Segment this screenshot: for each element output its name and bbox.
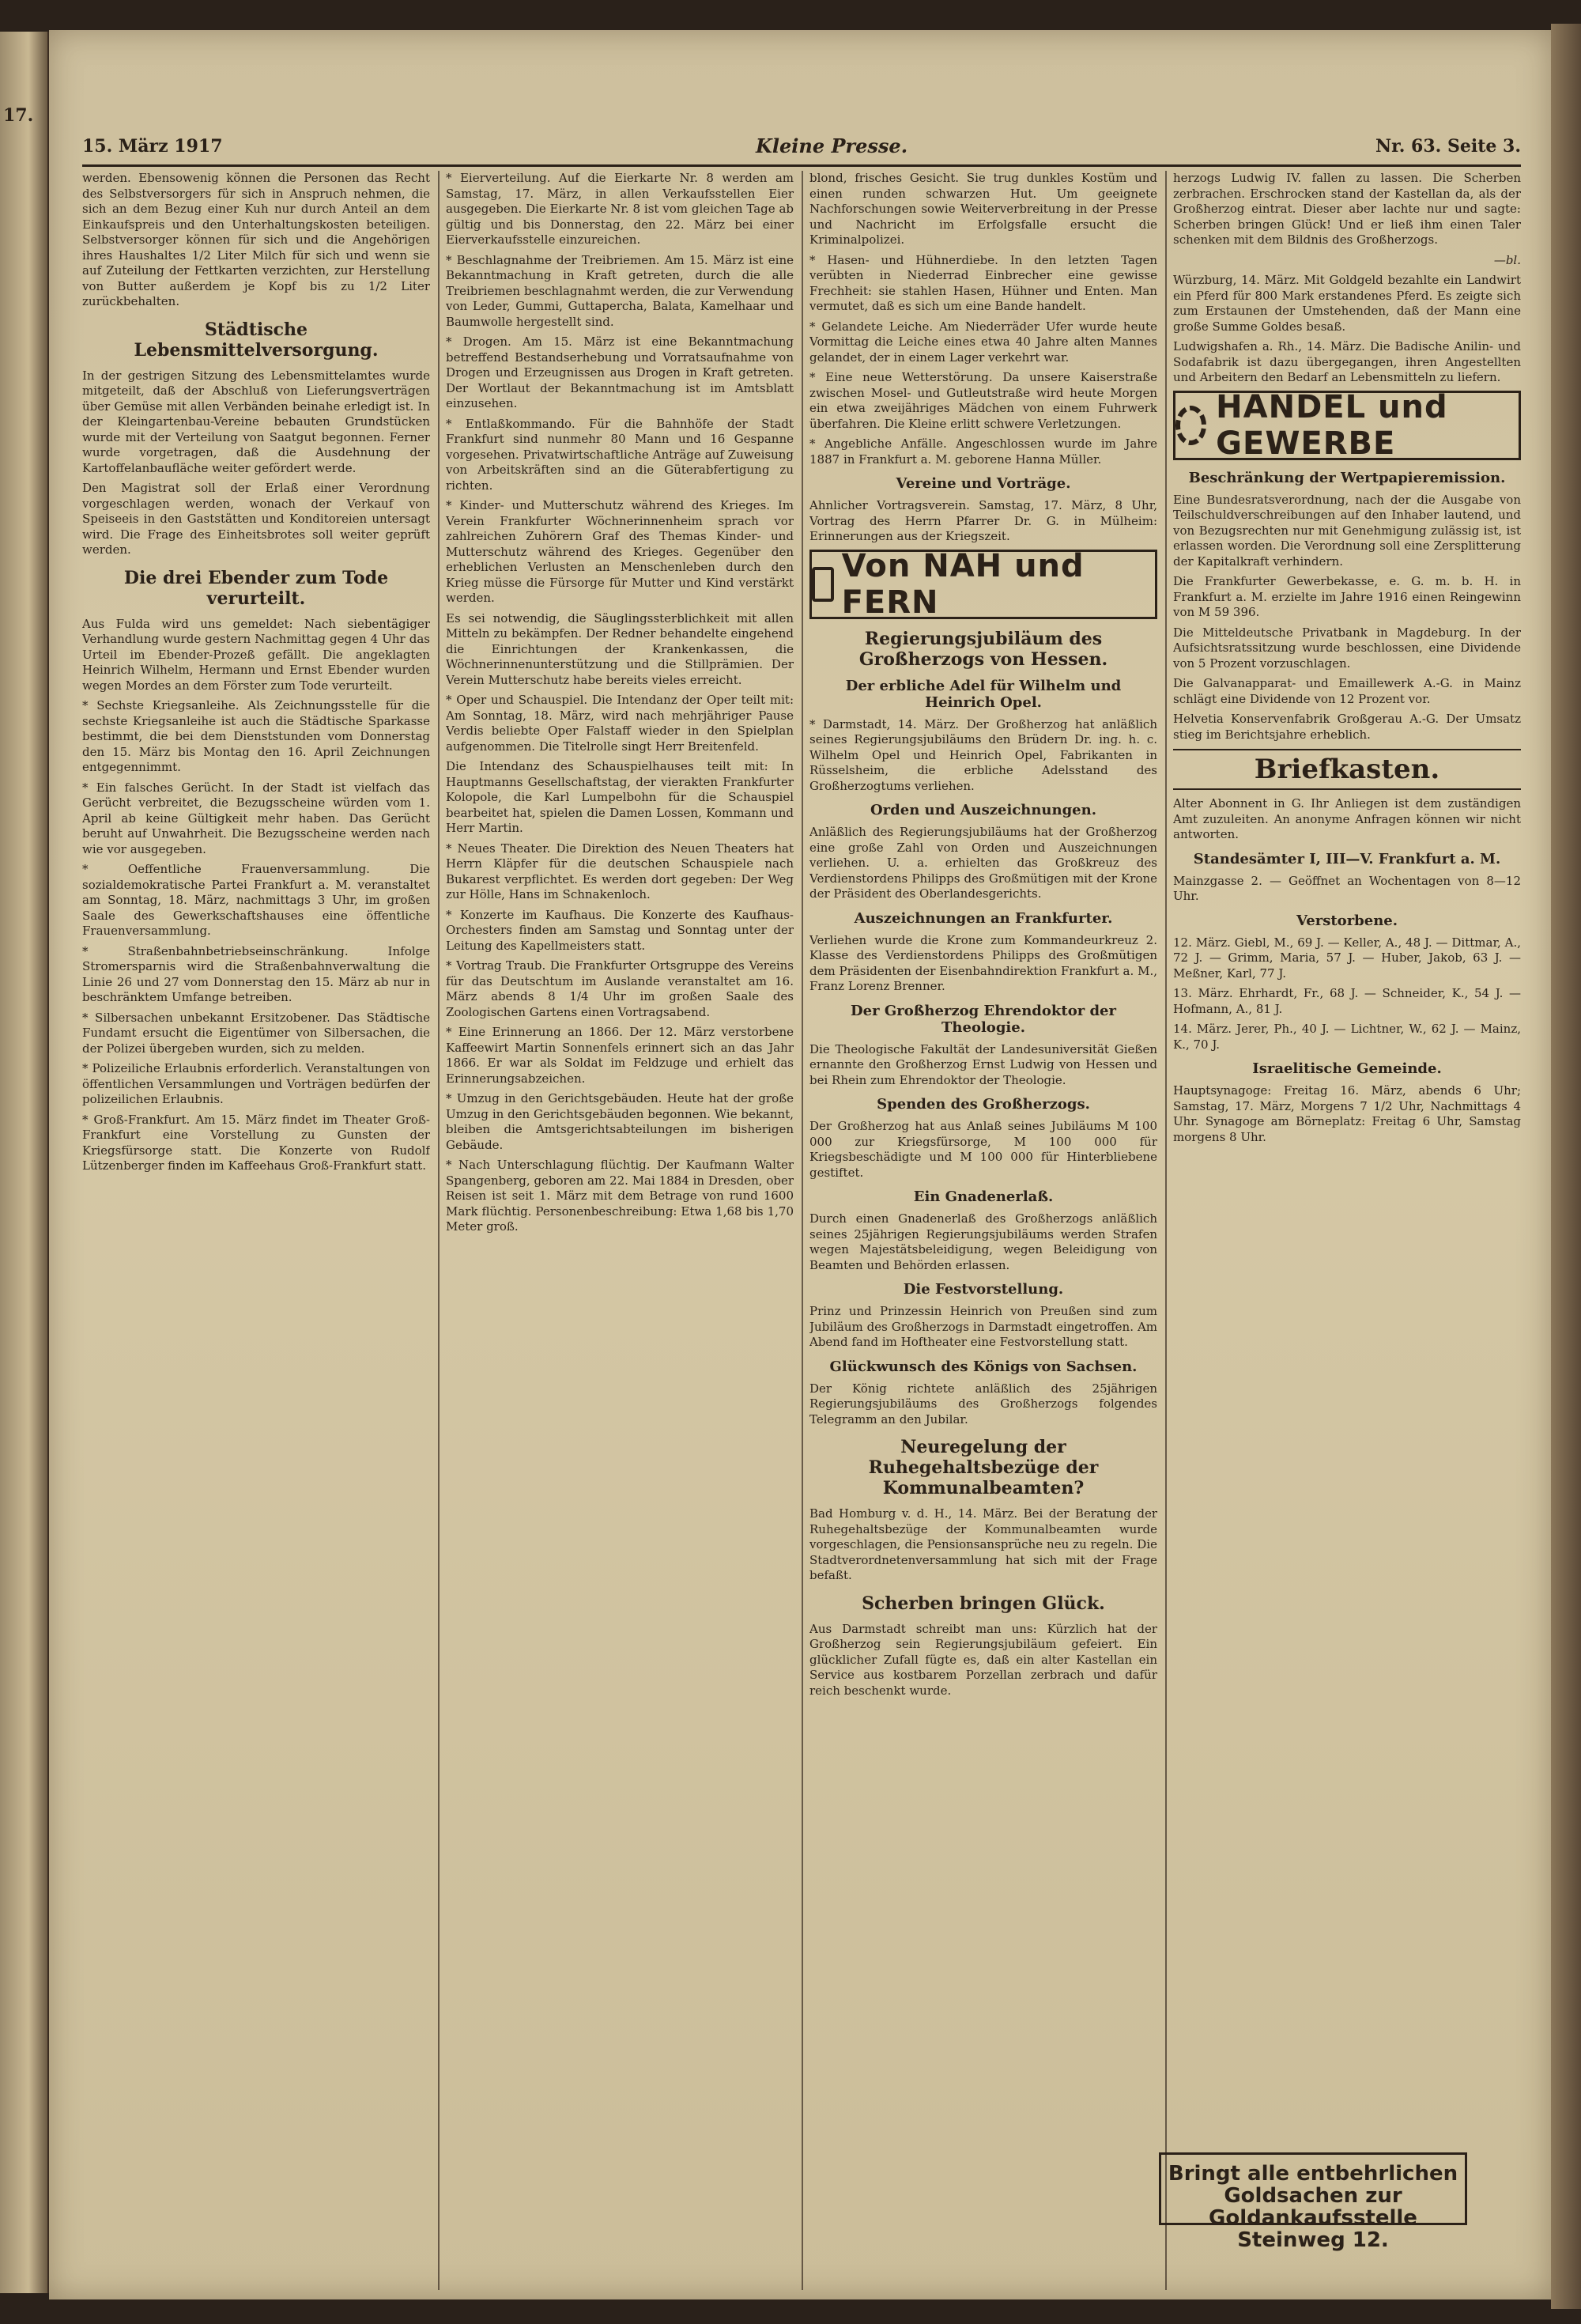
article-subheadline: Spenden des Großherzogs.	[877, 1096, 1090, 1113]
article-subheadline: Die Festvorstellung.	[903, 1281, 1064, 1298]
article-text: * Straßenbahnbetriebseinschränkung. Infolge Stromersparnis wird die Straßenbahnverwaltung die Linie 26 und 27 vom Donnerstag den 15. März ab nur in beschränktem Umfange betreiben.	[82, 943, 430, 1004]
article-text: * Oeffentliche Frauenversammlung. Die sozialdemokratische Partei Frankfurt a. M. veranstaltet am Sonntag, 18. März, nachmittags 3 Uhr, im großen Saale des Gewerkschaftshauses eine öffentliche Frauenversammlung.	[82, 862, 430, 938]
previous-page-edge	[0, 32, 50, 2293]
page-right-edge	[1551, 24, 1581, 2309]
article-signoff: —bl.	[1493, 252, 1521, 267]
page-header	[82, 133, 1521, 167]
briefkasten-heading: Briefkasten.	[1173, 749, 1521, 790]
column-divider	[438, 171, 440, 2290]
article-text: * Groß-Frankfurt. Am 15. März findet im Theater Groß-Frankfurt eine Vorstellung zu Gunsten der Kriegsfürsorge statt. Die Konzerte von Rudolf Lützenberger finden im Kaffeehaus Groß-Frankfurt statt.	[82, 1112, 430, 1173]
article-text: * Silbersachen unbekannt Ersitzobener. Das Städtische Fundamt ersucht die Eigentümer von Silbersachen, die der Polizei übergeben wurden, sich zu melden.	[82, 1010, 430, 1056]
section-banner-handel-und-gewerbe	[1173, 388, 1521, 462]
gold-ad-box	[1159, 2152, 1467, 2252]
article-text: Es sei notwendig, die Säuglingssterblichkeit mit allen Mitteln zu bekämpfen. Der Redner behandelte eingehend die Einrichtungen der Krankenkassen, die Wöchnerinnenunterstützung und die Stillprämien. Der Verein Mutterschutz habe bereits vieles erreicht.	[446, 610, 794, 687]
article-headline: Beschränkung der Wertpapieremission.	[1188, 469, 1506, 486]
section-heading: Vereine und Vorträge.	[896, 475, 1071, 492]
section-banner-von-nah-und-fern	[809, 547, 1157, 621]
article-text: * Sechste Kriegsanleihe. Als Zeichnungsstelle für die sechste Kriegsanleihe ist auch die Städtische Sparkasse bestimmt, die bei dem Dienststunden vom Donnerstag den 15. März bis Montag den 16. April Zeichnungen entgegennimmt.	[82, 698, 430, 774]
column-4	[1173, 171, 1521, 2171]
article-text: * Konzerte im Kaufhaus. Die Konzerte des Kaufhaus-Orchesters finden am Samstag und Sonntag unter der Leitung des Kapellmeisters statt.	[446, 907, 794, 953]
article-text: Die Frankfurter Gewerbekasse, e. G. m. b. H. in Frankfurt a. M. erzielte im Jahre 1916 einen Reingewinn von M 59 396.	[1173, 574, 1521, 619]
gold-ad-text: Bringt alle entbehrlichen Goldsachen zur Goldankaufsstelle Steinweg 12.	[1168, 2162, 1458, 2252]
column-2	[446, 171, 794, 2290]
article-text: * Kinder- und Mutterschutz während des Krieges. Im Verein Frankfurter Wöchnerinnenheim sprach vor zahlreichen Zuhörern Graf des Themas Kinder- und Mutterschutz während des Krieges. Gegenüber den erheblichen Verlusten an Menschenleben durch den Krieg müsse die Fürsorge für Mutter und Kind verstärkt werden.	[446, 498, 794, 605]
article-text: * Ein falsches Gerücht. In der Stadt ist vielfach das Gerücht verbreitet, die Bezugsscheine würden vom 1. April ab keine Gültigkeit mehr haben. Das Gerücht beruht auf Unwahrheit. Die Bezugsscheine werden nach wie vor ausgegeben.	[82, 780, 430, 856]
article-text: Hauptsynagoge: Freitag 16. März, abends 6 Uhr; Samstag, 17. März, Morgens 7 1/2 Uhr, Nachmittags 4 Uhr. Synagoge am Börneplatz: Freitag 6 Uhr, Samstag morgens 8 Uhr.	[1173, 1083, 1521, 1144]
column-3	[809, 171, 1157, 2290]
section-heading: Verstorbene.	[1296, 912, 1398, 929]
article-subheadline: Ein Gnadenerlaß.	[913, 1188, 1054, 1205]
article-text: * Vortrag Traub. Die Frankfurter Ortsgruppe des Vereins für das Deutschtum im Auslande veranstaltet am 16. März abends 8 1/4 Uhr im großen Saale des Zoologischen Gartens einen Vortragsabend.	[446, 958, 794, 1019]
lamp-icon	[812, 567, 834, 602]
article-text: Helvetia Konservenfabrik Großgerau A.-G. Der Umsatz stieg im Berichtsjahre erheblich.	[1173, 712, 1521, 742]
article-text: Der König richtete anläßlich des 25jährigen Regierungsjubiläums des Großherzogs folgendes Telegramm an den Jubilar.	[809, 1381, 1157, 1427]
section-heading: Standesämter I, III—V. Frankfurt a. M.	[1193, 850, 1501, 867]
gear-icon	[1175, 406, 1206, 445]
article-text: Eine Bundesratsverordnung, nach der die Ausgabe von Teilschuldverschreibungen auf den Inhaber lautend, und von Bezugsrechten nur mit Genehmigung zulässig ist, ist erlassen worden. Die Verordnung soll eine Zersplitterung der Kapitalkraft verhindern.	[1173, 492, 1521, 569]
article-text: blond, frisches Gesicht. Sie trug dunkles Kostüm und einen runden schwarzen Hut. Um geeignete Nachforschungen sowie Weiterverbreitung in der Presse und Nachricht im Erfolgsfalle ersucht die Kriminalpolizei.	[809, 171, 1157, 247]
article-text: * Neues Theater. Die Direktion des Neuen Theaters hat Herrn Kläpfer für die deutschen Schauspiele nach Bukarest verpflichtet. Es werden dort gegeben: Der Weg zur Hölle, Hans im Schnakenloch.	[446, 841, 794, 901]
article-text: Die Mitteldeutsche Privatbank in Magdeburg. In der Aufsichtsratssitzung wurde beschlossen, eine Dividende von 5 Prozent vorzuschlagen.	[1173, 625, 1521, 671]
article-text: Ludwigshafen a. Rh., 14. März. Die Badische Anilin- und Sodafabrik ist dazu übergegangen, ihren Angestellten und Arbeitern den Bedarf an Lebensmitteln zu liefern.	[1173, 339, 1521, 384]
section-banner-label: Von NAH und FERN	[841, 547, 1085, 621]
article-text: * Eierverteilung. Auf die Eierkarte Nr. 8 werden am Samstag, 17. März, in allen Verkaufsstellen Eier ausgegeben. Die Eierkarte Nr. 8 ist vom gleichen Tage ab gültig und bis Donnerstag, den 22. März bei einer Eierverkaufsstelle einzureichen.	[446, 171, 794, 247]
article-subheadline: Auszeichnungen an Frankfurter.	[854, 909, 1113, 927]
article-headline: Regierungsjubiläum des Großherzogs von Hessen.	[858, 628, 1108, 670]
article-text: Anläßlich des Regierungsjubiläums hat der Großherzog eine große Zahl von Orden und Auszeichnungen verliehen. U. a. erhielten das Großkreuz des Verdienstordens Philipps des Großmütigen mit der Krone der Präsident des Oberlandesgerichts.	[809, 825, 1157, 901]
section-banner-label: HANDEL und GEWERBE	[1216, 388, 1448, 462]
article-text: Aus Darmstadt schreibt man uns: Kürzlich hat der Großherzog sein Regierungsjubiläum gefeiert. Ein glücklicher Zufall fügte es, daß ein alter Kastellan ein Service aus kostbarem Porzellan zerbrach und dafür reich beschenkt wurde.	[809, 1621, 1157, 1698]
previous-page-mark: 17.	[3, 105, 34, 126]
article-text: * Angebliche Anfälle. Angeschlossen wurde im Jahre 1887 in Frankfurt a. M. geborene Hanna Müller.	[809, 436, 1157, 467]
article-subheadline: Der Großherzog Ehrendoktor der Theologie.	[851, 1002, 1116, 1036]
column-divider	[1165, 171, 1167, 2290]
article-text: Die Intendanz des Schauspielhauses teilt mit: In Hauptmanns Gesellschaftstag, der vierakten Frankfurter Kolopole, die Karl Lumpelbohn für die Schauspiel bearbeitet hat, spielen die Damen Lossen, Kommann und Herr Martin.	[446, 759, 794, 835]
article-text: * Eine Erinnerung an 1866. Der 12. März verstorbene Kaffeewirt Martin Sonnenfels erinnert sich an das Jahr 1866. Er war als Soldat im Feldzuge und erhielt das Erinnerungsabzeichen.	[446, 1025, 794, 1086]
column-1	[82, 171, 430, 2290]
article-text: Prinz und Prinzessin Heinrich von Preußen sind zum Jubiläum des Großherzogs in Darmstadt eingetroffen. Am Abend fand im Hoftheater eine Festvorstellung statt.	[809, 1304, 1157, 1349]
article-headline: Neuregelung der Ruhegehaltsbezüge der Kommunalbeamten?	[868, 1437, 1099, 1498]
article-subheadline: Orden und Auszeichnungen.	[870, 802, 1096, 818]
article-text: 13. März. Ehrhardt, Fr., 68 J. — Schneider, K., 54 J. — Hofmann, A., 81 J.	[1173, 986, 1521, 1016]
article-text: * Nach Unterschlagung flüchtig. Der Kaufmann Walter Spangenberg, geboren am 22. Mai 1884 in Dresden, ober Reisen ist seit 1. März mit dem Betrage von rund 1600 Mark flüchtig. Personenbeschreibung: Etwa 1,68 bis 1,70 Meter groß.	[446, 1158, 794, 1234]
article-text: Verliehen wurde die Krone zum Kommandeurkreuz 2. Klasse des Verdienstordens Philipps des Großmütigen dem Präsidenten der Eisenbahndirektion Frankfurt a. M., Franz Lorenz Brenner.	[809, 932, 1157, 993]
article-text: * Polizeiliche Erlaubnis erforderlich. Veranstaltungen von öffentlichen Versammlungen und Vorträgen bedürfen der polizeilichen Erlaubnis.	[82, 1061, 430, 1106]
article-text: Mainzgasse 2. — Geöffnet an Wochentagen von 8—12 Uhr.	[1173, 873, 1521, 903]
article-text: Die Galvanapparat- und Emaillewerk A.-G. in Mainz schlägt eine Dividende von 12 Prozent vor.	[1173, 676, 1521, 706]
article-text: Aus Fulda wird uns gemeldet: Nach siebentägiger Verhandlung wurde gestern Nachmittag gegen 4 Uhr das Urteil im Ebender-Prozeß gefällt. Die angeklagten Heinrich Wilhelm, Hermann und Ernst Ebender wurden wegen Mordes an dem Förster zum Tode verurteilt.	[82, 616, 430, 693]
article-text: Durch einen Gnadenerlaß des Großherzogs anläßlich seines 25jährigen Regierungsjubiläums werden Strafen wegen Majestätsbeleidigung, wegen Beleidigung von Beamten und Behörden erlassen.	[809, 1211, 1157, 1272]
article-text: * Oper und Schauspiel. Die Intendanz der Oper teilt mit: Am Sonntag, 18. März, wird nach mehrjähriger Pause Verdis beliebte Oper Falstaff wieder in den Spielplan aufgenommen. Die Titelrolle singt Herr Breitenfeld.	[446, 693, 794, 754]
article-text: * Drogen. Am 15. März ist eine Bekanntmachung betreffend Bestandserhebung und Vorratsaufnahme von Drogen und Erzeugnissen aus Drogen in Kraft getreten. Der Wortlaut der Bekanntmachung ist im Amtsblatt einzusehen.	[446, 334, 794, 410]
article-text: 12. März. Giebl, M., 69 J. — Keller, A., 48 J. — Dittmar, A., 72 J. — Grimm, Maria, 57 J. — Huber, Jakob, 63 J. — Meßner, Karl, 77 J.	[1173, 935, 1521, 981]
article-text: * Umzug in den Gerichtsgebäuden. Heute hat der große Umzug in den Gerichtsgebäuden begonnen. Wie bekannt, bleiben die Amtsgerichtsabteilungen im bisherigen Gebäude.	[446, 1091, 794, 1152]
section-heading: Israelitische Gemeinde.	[1252, 1060, 1442, 1077]
article-headline: Die drei Ebender zum Tode verurteilt.	[123, 567, 389, 609]
masthead: Kleine Presse.	[756, 134, 908, 157]
article-headline: Städtische Lebensmittelversorgung.	[134, 319, 379, 361]
article-text: Würzburg, 14. März. Mit Goldgeld bezahlte ein Landwirt ein Pferd für 800 Mark erstandenes Pferd. Es zeigte sich zum Erstaunen der Umstehenden, daß der Mann eine große Summe Goldes besaß.	[1173, 273, 1521, 334]
article-text: * Eine neue Wetterstörung. Da unsere Kaiserstraße zwischen Mosel- und Gutleutstraße wird heute Morgen ein etwa zweijähriges Mädchen von einem Fuhrwerk überfahren. Die Kleine erlitt schwere Verletzungen.	[809, 370, 1157, 431]
column-divider	[802, 171, 803, 2290]
article-text: Den Magistrat soll der Erlaß einer Verordnung vorgeschlagen werden, wonach der Verkauf von Speiseeis in den Gaststätten und Konditoreien untersagt wird. Die Frage des Einheitsbrotes soll weiter geprüft werden.	[82, 481, 430, 557]
article-headline: Scherben bringen Glück.	[862, 1593, 1105, 1614]
article-text: * Darmstadt, 14. März. Der Großherzog hat anläßlich seines Regierungsjubiläums den Brüdern Dr. ing. h. c. Wilhelm Opel und Heinrich Opel, Fabrikanten in Rüsselsheim, die erbliche Adelsstand des Großherzogtums verliehen.	[809, 716, 1157, 793]
article-text: * Beschlagnahme der Treibriemen. Am 15. März ist eine Bekanntmachung in Kraft getreten, durch die alle Treibriemen beschlagnahmt werden, die zur Verwendung von Leder, Gummi, Guttapercha, Balata, Kamelhaar und Baumwolle hergestellt sind.	[446, 252, 794, 329]
issue-date: 15. März 1917	[82, 136, 223, 157]
article-text: herzogs Ludwig IV. fallen zu lassen. Die Scherben zerbrachen. Erschrocken stand der Kastellan da, als der Großherzog eintrat. Dieser aber lachte nur und sagte: Scherben bringen Glück! Und er ließ ihm einen Taler schenken mit dem Bildnis des Großherzogs.	[1173, 171, 1521, 247]
page-number: Nr. 63. Seite 3.	[1375, 136, 1521, 157]
article-text: Alter Abonnent in G. Ihr Anliegen ist dem zuständigen Amt zuzuleiten. An anonyme Anfragen können wir nicht antworten.	[1173, 796, 1521, 841]
article-text: * Hasen- und Hühnerdiebe. In den letzten Tagen verübten in Niederrad Einbrecher eine gewisse Frechheit: sie stahlen Hasen, Hühner und Enten. Man vermutet, daß es sich um eine Bande handelt.	[809, 252, 1157, 313]
article-text: 14. März. Jerer, Ph., 40 J. — Lichtner, W., 62 J. — Mainz, K., 70 J.	[1173, 1022, 1521, 1052]
article-text: Der Großherzog hat aus Anlaß seines Jubiläums M 100 000 zur Kriegsfürsorge, M 100 000 für Kriegsbeschädigte und M 100 000 für Hinterbliebene gestiftet.	[809, 1119, 1157, 1180]
article-text: Ahnlicher Vortragsverein. Samstag, 17. März, 8 Uhr, Vortrag des Herrn Pfarrer Dr. G. in Mülheim: Erinnerungen aus der Kriegszeit.	[809, 498, 1157, 543]
article-text: In der gestrigen Sitzung des Lebensmittelamtes wurde mitgeteilt, daß der Abschluß von Lieferungsverträgen über Gemüse mit allen Verbänden beinahe erledigt ist. In der Kleingartenbau-Vereine bebauten Grundstücken wurde mit der Verteilung von Saatgut begonnen. Ferner wurde vorgetragen, daß die Ausdehnung der Kartoffelanbaufläche weiter gefördert werde.	[82, 368, 430, 475]
article-text: * Entlaßkommando. Für die Bahnhöfe der Stadt Frankfurt sind nunmehr 80 Mann und 16 Gespanne vorgesehen. Privatwirtschaftliche Anträge auf Zuweisung von Arbeitskräften sind an die Güterabfertigung zu richten.	[446, 416, 794, 493]
article-subheadline: Der erbliche Adel für Wilhelm und Heinrich Opel.	[845, 677, 1122, 711]
newspaper-page	[49, 30, 1551, 2299]
article-text: werden. Ebensowenig können die Personen das Recht des Selbstversorgers für sich in Anspruch nehmen, die sich an dem Bezug einer Kuh nur durch Anteil an dem Einkaufspreis und den Unterhaltungskosten beteiligen. Selbstversorger können für sich und die Angehörigen ihres Haushaltes 1/2 Liter Milch für sich und wenn sie auf Zuteilung der Fettkarten verzichten, zur Herstellung von Butter außerdem je Kopf bis zu 1/2 Liter zurückbehalten.	[82, 171, 430, 308]
article-text: Bad Homburg v. d. H., 14. März. Bei der Beratung der Ruhegehaltsbezüge der Kommunalbeamten wurde vorgeschlagen, die Pensionsansprüche neu zu regeln. Die Stadtverordnetenversammlung hat sich mit der Frage befaßt.	[809, 1506, 1157, 1582]
article-subheadline: Glückwunsch des Königs von Sachsen.	[829, 1358, 1138, 1375]
article-text: Die Theologische Fakultät der Landesuniversität Gießen ernannte den Großherzog Ernst Ludwig von Hessen und bei Rhein zum Ehrendoktor der Theologie.	[809, 1041, 1157, 1087]
article-text: * Gelandete Leiche. Am Niederräder Ufer wurde heute Vormittag die Leiche eines etwa 40 Jahre alten Mannes gelandet, der in einem Lager verkehrt war.	[809, 319, 1157, 365]
